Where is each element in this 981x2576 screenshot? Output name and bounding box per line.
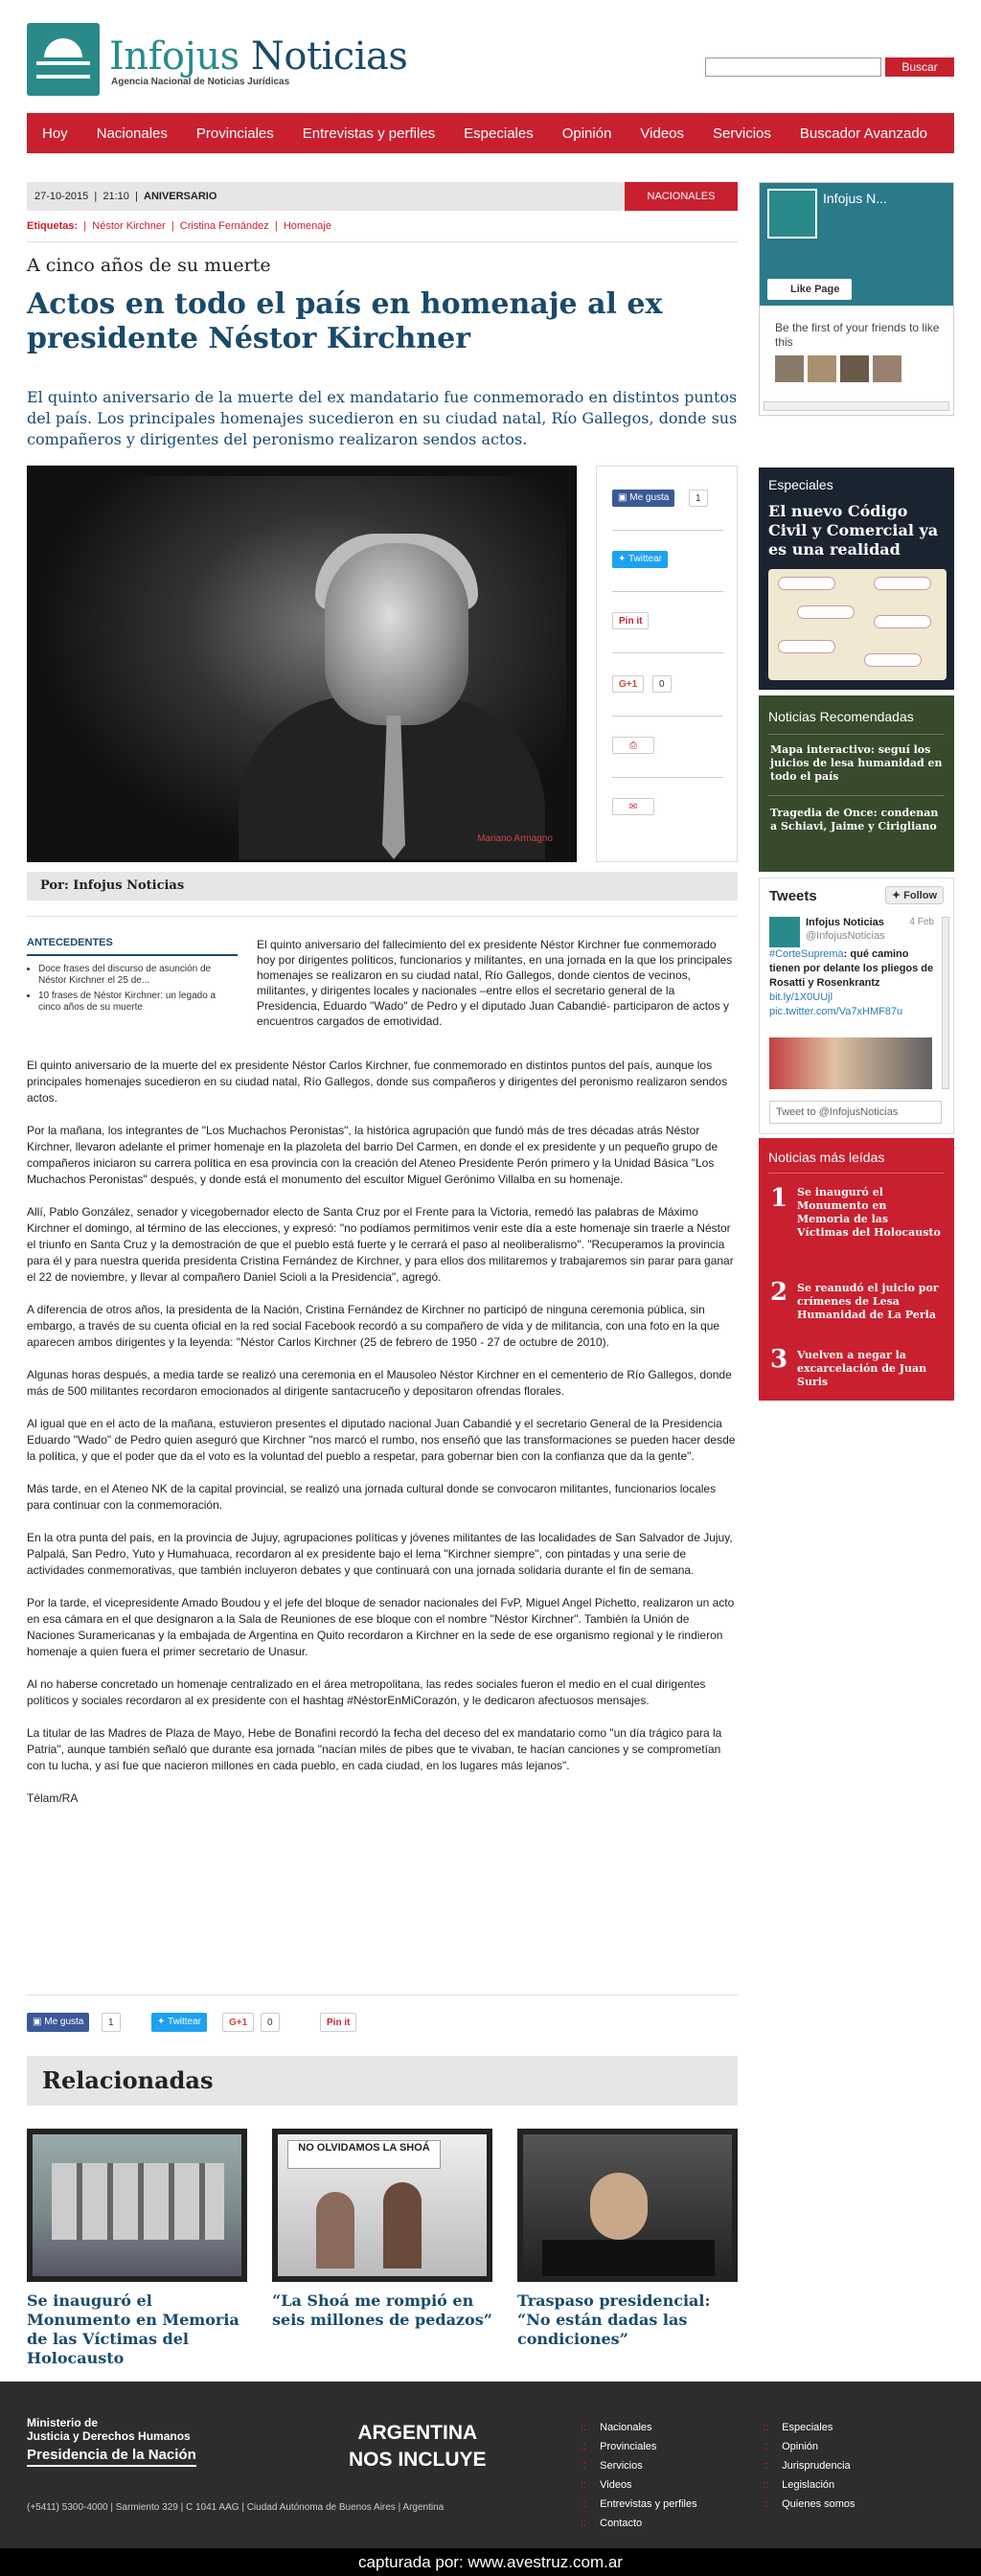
footer-link[interactable]: :: Jurisprudencia	[763, 2460, 856, 2472]
article-byline: Por: Infojus Noticias	[27, 872, 738, 900]
twitter-button-bottom[interactable]: ✦ Twittear	[151, 2013, 207, 2032]
article-lede: El quinto aniversario de la muerte del ex mandatario fue conmemorado en distintos puntos del país. Los principales homenajes sucedieron en su ciudad natal, Río Gallegos, donde sus compañeros y dirigentes del peronismo realizaron sendos actos.	[27, 388, 738, 448]
divider	[27, 916, 738, 917]
paragraph: El quinto aniversario de la muerte del ex presidente Néstor Carlos Kirchner, fue conmemorado en distintos puntos del país, aunque los principales homenajes sucedieron en su ciudad natal, Río Gallegos, donde sus compañeros y dirigentes del peronismo realizaron sendos actos.	[27, 1059, 728, 1105]
sign-text: NO OLVIDAMOS LA SHOÁ	[287, 2140, 441, 2169]
divider	[612, 777, 723, 778]
footer-address: (+5411) 5300-4000 | Sarmiento 329 | C 1041 AAG | Ciudad Autónoma de Buenos Aires | Argentina	[27, 2502, 445, 2513]
paragraph: A diferencia de otros años, la presidenta de la Nación, Cristina Fernández de Kirchner no participó de ninguna ceremonia pública, sin embargo, a través de su cuenta oficial en la red social Facebook recordó a su compañero de vida y de militancia, con una foto en la que aparecen ambos dirigentes y la leyenda: "Néstor Carlos Kirchner (25 de febrero de 1950 - 27 de octubre de 2010).	[27, 1303, 720, 1349]
paragraph: En la otra punta del país, en la provincia de Jujuy, agrupaciones políticas y jóvenes militantes de las localidades de San Salvador de Jujuy, Palpalá, San Pedro, Yuto y Humahuaca, recordaron al ex presidente bajo el lema "Kirchner siempre", con pintadas y una serie de actividades conmemorativas, que también incluyeron debates y que continuará con una jornada solidaria durante el fin de semana.	[27, 1531, 733, 1577]
rank-number: 1	[770, 1184, 788, 1213]
site-title[interactable]	[109, 34, 407, 79]
related-title-link[interactable]: Se inauguró el Monumento en Memoria de las Víctimas del Holocausto	[27, 2291, 240, 2367]
pinterest-button-bottom[interactable]: Pin it	[320, 2013, 356, 2032]
tweet-date[interactable]: 4 Feb	[909, 917, 934, 927]
nav-item-hoy[interactable]: Hoy	[42, 125, 68, 142]
email-icon[interactable]: ✉	[612, 798, 654, 815]
footer-ministry-line1: Ministerio de	[27, 2416, 99, 2429]
recomendada-link[interactable]: Tragedia de Once: condenan a Schiavi, Jaime y Cirigliano	[770, 807, 939, 832]
divider	[612, 530, 723, 531]
antecedentes-title: ANTECEDENTES	[27, 937, 113, 948]
tweet-handle[interactable]: @InfojusNoticias	[806, 930, 885, 942]
article-photo	[27, 466, 577, 862]
paragraph: Télam/RA	[27, 1791, 79, 1805]
fb-like-count-bottom: 1	[102, 2013, 121, 2032]
mas-leidas-title: Noticias más leídas	[768, 1150, 885, 1165]
tag-link[interactable]: Homenaje	[283, 220, 331, 232]
related-title-link[interactable]: “La Shoá me rompió en seis millones de pedazos”	[272, 2291, 492, 2329]
fb-like-button-bottom[interactable]: ▣ Me gusta	[27, 2013, 89, 2032]
friend-avatar[interactable]	[840, 355, 869, 382]
tweet-link[interactable]: pic.twitter.com/Va7xHMF87u	[769, 1006, 903, 1017]
twitter-label: Twittear	[167, 2017, 201, 2027]
nav-item-buscador[interactable]: Buscador Avanzado	[799, 125, 928, 142]
divider	[612, 716, 723, 717]
article-body	[27, 1058, 738, 1823]
footer-arg-line2: NOS INCLUYE	[349, 2449, 487, 2471]
footer-link[interactable]: :: Contacto	[581, 2518, 697, 2529]
antecedente-link[interactable]: • Doce frases del discurso de asunción de Néstor Kirchner el 25 de...	[38, 964, 238, 987]
especiales-image[interactable]	[768, 569, 947, 680]
capture-watermark: capturada por: www.avestruz.com.ar	[0, 2548, 981, 2576]
gplus-count-bottom: 0	[261, 2013, 280, 2032]
tweet-hashtag[interactable]: #CorteSuprema	[769, 948, 844, 960]
tweet-to-input[interactable]: Tweet to @InfojusNoticias	[769, 1101, 942, 1124]
tweet-link[interactable]: bit.ly/1X0UUjl	[769, 992, 833, 1003]
logo-icon[interactable]	[27, 23, 100, 96]
site-subtitle: Agencia Nacional de Noticias Jurídicas	[111, 77, 290, 87]
print-icon[interactable]: ⎙	[612, 737, 654, 754]
footer-arg-line1: ARGENTINA	[357, 2422, 478, 2444]
antecedente-link[interactable]: • 10 frases de Néstor Kirchner: un legado a cinco años de su muerte	[38, 991, 238, 1014]
fb-page-avatar[interactable]	[767, 189, 817, 239]
mas-leida-link[interactable]: Se inauguró el Monumento en Memoria de las Víctimas del Holocausto	[797, 1186, 941, 1239]
nav-item-entrevistas[interactable]: Entrevistas y perfiles	[302, 125, 436, 142]
nav-item-nacionales[interactable]: Nacionales	[96, 125, 168, 142]
facebook-widget	[759, 182, 954, 416]
friend-avatar[interactable]	[808, 355, 836, 382]
mas-leidas-box	[759, 1138, 954, 1401]
pinterest-button[interactable]: Pin it	[612, 612, 649, 629]
footer-link[interactable]: :: Quienes somos	[763, 2498, 856, 2510]
article-time: 21:10	[103, 191, 129, 202]
nav-item-videos[interactable]: Videos	[640, 125, 685, 142]
fb-friends-text: Be the first of your friends to like this	[775, 321, 940, 349]
category-badge[interactable]: NACIONALES	[625, 182, 738, 211]
follow-label: Follow	[903, 890, 937, 901]
tweet-body	[769, 947, 940, 1019]
related-title: Relacionadas	[27, 2056, 738, 2106]
site-title-b: Noticias	[239, 34, 408, 79]
recomendada-link[interactable]: Mapa interactivo: seguí los juicios de lesa humanidad en todo el país	[770, 743, 943, 783]
paragraph: Por la mañana, los integrantes de "Los Muchachos Peronistas", la histórica agrupación que fundó más de tres décadas atrás Néstor Kirchner, llevaron adelante el primer homenaje en la plazoleta del barrio Del Carmen, en donde el ex presidente y un pequeño grupo de compañeros iniciaron su carrera política en esa provincia con la creación del Ateneo Presidente Perón primero y la Unidad Básica "Los Muchachos Peronistas" después, y donde está el monumento del escultor Miguel Gerónimo Villalba en su homenaje.	[27, 1124, 719, 1186]
footer-argentina-logo[interactable]	[349, 2420, 487, 2473]
rank-number: 3	[770, 1345, 788, 1374]
article-section-tag: ANIVERSARIO	[144, 191, 217, 202]
paragraph: La titular de las Madres de Plaza de Mayo, Hebe de Bonafini recordó la fecha del deceso del ex mandatario como "un día trágico para la Patria", aunque también señaló que durante esa jornada "nacían miles de pibes que te vivaban, te hacían canciones y se comprometían con tu lucha, y así fue que nacieron millones en cada pueblo, en cada ciudad, en los lugares más lejanos".	[27, 1726, 722, 1772]
share-column	[596, 466, 738, 862]
paragraph: Por la tarde, el vicepresidente Amado Boudou y el jefe del bloque de senador nacionales del FvP, Miguel Angel Pichetto, realizaron un acto en esa cámara en el que designaron a la Sala de Reuniones de ese bloque con el nombre "Néstor Kirchner". También la Unión de Naciones Suramericanas y la embajada de Argentina en Quito recordaron a Kirchner en la sede de ese organismo regional y le rindieron homenaje a quien fuera el primer secretario de Unasur.	[27, 1596, 735, 1658]
tweet-text: : qué camino tienen por delante los pliegos de Rosatti y Rosenkrantz	[769, 948, 934, 989]
mas-leida-link[interactable]: Vuelven a negar la excarcelación de Juan Suris	[797, 1349, 927, 1388]
fb-like-button[interactable]: ▣ Me gusta	[612, 490, 674, 507]
footer-link[interactable]: :: Opinión	[763, 2441, 856, 2452]
footer-ministry[interactable]	[27, 2416, 191, 2443]
tags-label: Etiquetas:	[27, 220, 79, 232]
fb-like-label: Me gusta	[44, 2017, 84, 2027]
friend-avatar[interactable]	[775, 355, 804, 382]
search-button[interactable]: Buscar	[885, 57, 954, 77]
search-input[interactable]	[705, 57, 881, 77]
twitter-button[interactable]: ✦ Twittear	[612, 551, 668, 568]
paragraph: Algunas horas después, a media tarde se realizó una ceremonia en el Mausoleo Néstor Kirchner en el cementerio de Río Gallegos, donde más de 500 militantes recordaron emocionados al dirigente santacruceño y depositaron ofrendas florales.	[27, 1368, 732, 1398]
gplus-button[interactable]: G+1	[612, 675, 644, 693]
fb-like-count: 1	[689, 490, 708, 507]
tweet-image[interactable]	[769, 1037, 932, 1089]
article-headline: Actos en todo el país en homenaje al ex presidente Néstor Kirchner	[27, 287, 663, 355]
especiales-title: Especiales	[768, 477, 833, 492]
especiales-box	[759, 467, 954, 690]
tweets-scrollbar[interactable]	[942, 917, 949, 1089]
tag-link[interactable]: Néstor Kirchner	[92, 220, 166, 232]
tweet-author[interactable]: Infojus Noticias	[806, 917, 884, 928]
friend-avatar[interactable]	[873, 355, 901, 382]
article-meta: 27-10-2015 | 21:10 | ANIVERSARIO	[27, 182, 738, 211]
footer	[0, 2382, 981, 2576]
footer-link[interactable]: :: Servicios	[581, 2460, 697, 2472]
nav-item-opinion[interactable]: Opinión	[561, 125, 612, 142]
twitter-widget	[759, 878, 954, 1134]
twitter-follow-button[interactable]: ✦ Follow	[885, 886, 944, 904]
footer-link[interactable]: :: Videos	[581, 2479, 697, 2491]
antecedentes-list	[27, 954, 238, 1017]
related-image-traspaso[interactable]	[517, 2129, 738, 2282]
footer-links-col1	[581, 2422, 697, 2537]
footer-link[interactable]: :: Provinciales	[581, 2441, 697, 2452]
photo-credit: Mariano Armagno	[477, 833, 553, 844]
footer-presidencia[interactable]: Presidencia de la Nación	[27, 2447, 196, 2467]
footer-ministry-line2: Justicia y Derechos Humanos	[27, 2429, 191, 2443]
rank-number: 2	[770, 1278, 788, 1307]
site-title-a: Infojus	[109, 34, 240, 79]
paragraph: Allí, Pablo González, senador y vicegobernador electo de Santa Cruz por el Frente para la Victoria, remedó las palabras de Máximo Kirchner el domingo, al término de las elecciones, y expresó: "no podíamos permitimos venir este día a este homenaje sin traerle a Néstor el triunfo en Santa Cruz y la demostración de que el pueblo está fuerte y le cerrará el paso al neoliberalismo". "Recuperamos la provincia para él y para nuestra querida presidenta Cristina Fernández de Kirchner, y para ellos dos militaremos y trabajaremos sin parar para ganar el 22 de noviembre, y llevar al compañero Daniel Scioli a la Presidencia", agregó.	[27, 1205, 734, 1284]
fb-scrollbar[interactable]	[764, 401, 949, 411]
tag-link[interactable]: Cristina Fernández	[179, 220, 269, 232]
tweet-avatar[interactable]	[769, 917, 800, 947]
paragraph: Al no haberse concretado un homenaje centralizado en el área metropolitana, las redes sociales fueron el medio en el cual dirigentes políticos y sociales recordaron al ex presidente con el hashtag #NéstorEnMiCorazón, y le dedicaron afectuosos mensajes.	[27, 1677, 706, 1707]
related-image-shoa[interactable]	[272, 2129, 492, 2282]
nav-item-provinciales[interactable]: Provinciales	[195, 125, 274, 142]
recomendadas-title: Noticias Recomendadas	[768, 709, 914, 724]
twitter-label: Twittear	[627, 554, 662, 564]
footer-links-col2	[763, 2422, 856, 2518]
mas-leida-link[interactable]: Se reanudó el juicio por crímenes de Lesa Humanidad de La Perla	[797, 1282, 939, 1321]
footer-link[interactable]: :: Legislación	[763, 2479, 856, 2491]
fb-like-label: Me gusta	[629, 492, 670, 503]
article-intro: El quinto aniversario del fallecimiento del ex presidente Néstor Kirchner fue conmemorado hoy por dirigentes políticos, funcionarios y militantes, en una jornada en la que los principales homenajes se realizaron en su ciudad natal, Río Gallegos, donde cientos de vecinos, militantes, y dirigentes locales y nacionales –entre ellos el secretario general de la Presidencia, Eduardo "Wado" de Pedro y el diputado Juan Cabandié- participaron de actos y encuentros cargados de emotividad.	[257, 938, 733, 1028]
related-title-link[interactable]: Traspaso presidencial: “No están dadas las condiciones”	[517, 2291, 711, 2348]
article-kicker: A cinco años de su muerte	[27, 255, 271, 276]
article-date: 27-10-2015	[34, 191, 89, 202]
gplus-button-bottom[interactable]: G+1	[222, 2013, 254, 2032]
main-nav	[27, 113, 954, 153]
tags-row: Etiquetas: | Néstor Kirchner | Cristina Fernández | Homenaje	[27, 220, 331, 232]
divider	[27, 241, 738, 242]
nav-item-servicios[interactable]: Servicios	[713, 125, 771, 142]
fb-like-page-button[interactable]	[767, 279, 852, 300]
paragraph: Al igual que en el acto de la mañana, estuvieron presentes el diputado nacional Juan Cabandié y el secretario General de la Presidencia Eduardo "Wado" de Pedro quien aseguró que Kirchner "nos marcó el rumbo, nos enseñó que las transformaciones se pueden hacer desde la política, y que el poder que da el voto es la voluntad del pueblo a respetar, para gobernar bien con la confianza que da la gente".	[27, 1417, 736, 1463]
footer-link[interactable]: :: Entrevistas y perfiles	[581, 2498, 697, 2510]
divider	[612, 591, 723, 592]
related-image-holocaust[interactable]	[27, 2129, 247, 2282]
fb-page-name[interactable]: Infojus N...	[823, 191, 887, 206]
recomendadas-box	[759, 695, 954, 872]
especiales-headline[interactable]: El nuevo Código Civil y Comercial ya es una realidad	[768, 502, 939, 559]
footer-link[interactable]: :: Nacionales	[581, 2422, 697, 2433]
paragraph: Más tarde, en el Ateneo NK de la capital provincial, se realizó una jornada cultural donde se convocaron militantes, funcionarios locales para continuar con la conmemoración.	[27, 1482, 717, 1512]
nav-item-especiales[interactable]: Especiales	[464, 125, 534, 142]
fb-like-page-label: Like Page	[790, 284, 840, 295]
divider	[612, 652, 723, 653]
gplus-count: 0	[652, 675, 672, 693]
footer-link[interactable]: :: Especiales	[763, 2422, 856, 2433]
tweets-title: Tweets	[769, 888, 817, 904]
